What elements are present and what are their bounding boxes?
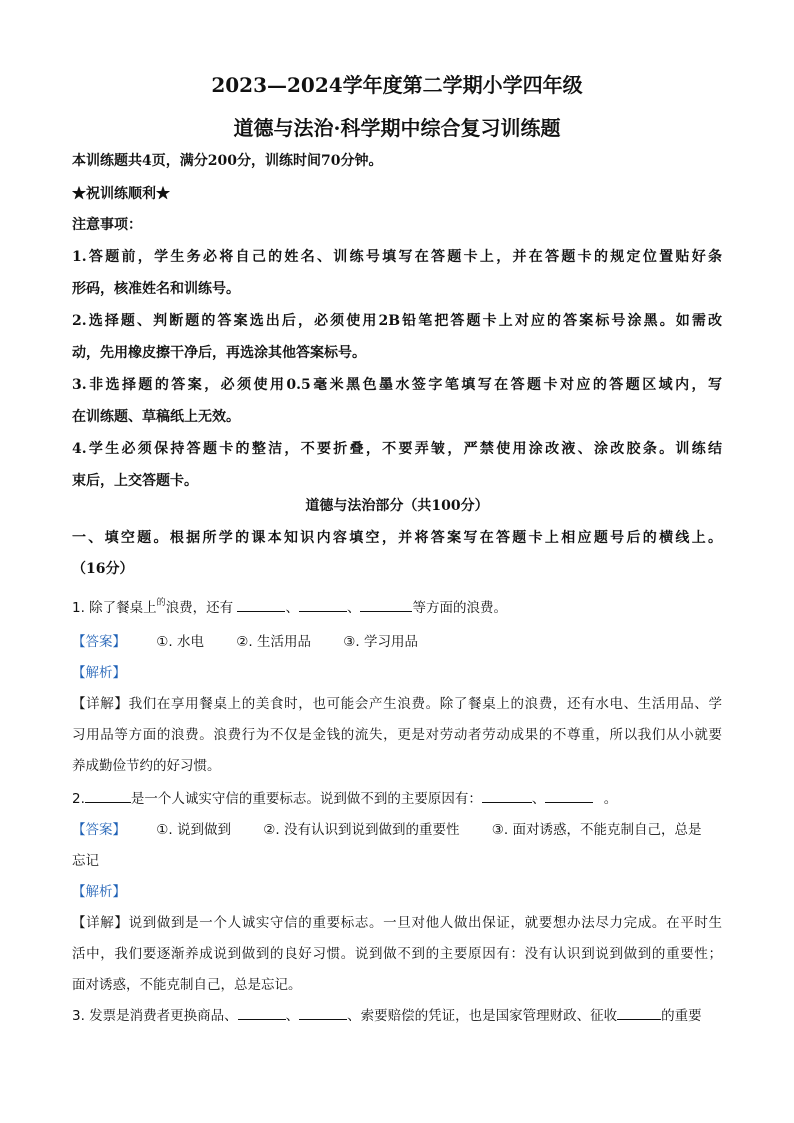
document-title-line1: 2023—2024学年度第二学期小学四年级 — [211, 73, 583, 97]
question-1-suffix: 等方面的浪费。 — [412, 600, 507, 616]
document-title-line2: 道德与法治·科学期中综合复习训练题 — [233, 116, 561, 140]
question-2-mid: 是一个人诚实守信的重要标志。说到做不到的主要原因有： — [130, 791, 482, 807]
question-3-prefix: 3. 发票是消费者更换商品、 — [72, 1008, 238, 1024]
separator: 、 — [531, 791, 546, 807]
separator: 、 — [346, 600, 361, 616]
answer-1-1: ①. 水电 — [156, 634, 204, 650]
answer-2-1: ①. 说到做到 — [156, 822, 231, 838]
answer-1-2: ②. 生活用品 — [236, 634, 311, 650]
part-1-heading-a: 一、填空题。根据所学的课本知识内容填空，并将答案写在答题卡上相应题号后的横线上。 — [72, 530, 722, 546]
section-title: 道德与法治部分（共100分） — [305, 498, 489, 514]
detail-2-line-2: 活中，我们要逐渐养成说到做到的良好习惯。说到做不到的主要原因有：没有认识到说到做到的重要性； — [72, 946, 722, 962]
exam-info: 本训练题共4页，满分200分，训练时间70分钟。 — [72, 153, 383, 169]
answer-2-continuation: 忘记 — [72, 853, 99, 869]
blank-2-2 — [482, 790, 532, 803]
question-2-prefix: 2. — [72, 791, 85, 807]
answer-row-2 — [72, 818, 701, 838]
answer-2-2: ②. 没有认识到说到做到的重要性 — [263, 822, 460, 838]
note-4-line-b: 束后，上交答题卡。 — [72, 473, 198, 489]
note-2-line-a: 2.选择题、判断题的答案选出后，必须使用2B铅笔把答题卡上对应的答案标号涂黑。如需改 — [72, 313, 722, 329]
blank-1-1 — [237, 599, 285, 612]
answer-2-3: ③. 面对诱惑，不能克制自己，总是 — [491, 822, 702, 838]
detail-2-line-1 — [72, 911, 722, 931]
question-1-sup: 的 — [156, 598, 166, 608]
note-2-line-b: 动，先用橡皮擦干净后，再选涂其他答案标号。 — [72, 345, 366, 361]
analysis-label-2 — [72, 880, 126, 900]
question-1 — [72, 596, 507, 616]
note-1-line-b: 形码，核准姓名和训练号。 — [72, 281, 240, 297]
question-1-mid: 浪费，还有 — [165, 600, 234, 616]
note-3-line-b: 在训练题、草稿纸上无效。 — [72, 409, 240, 425]
answer-row-1 — [72, 630, 418, 650]
detail-2-line-3: 面对诱惑，不能克制自己，总是忘记。 — [72, 977, 302, 993]
blank-2-3 — [545, 790, 593, 803]
detail-1-line-3: 养成勤俭节约的好习惯。 — [72, 758, 221, 774]
answer-1-3: ③. 学习用品 — [343, 634, 418, 650]
question-3 — [72, 1004, 702, 1024]
question-3-mid: 、索要赔偿的凭证，也是国家管理财政、征收 — [347, 1008, 618, 1024]
blank-3-2 — [299, 1007, 347, 1020]
blank-1-3 — [360, 599, 412, 612]
detail-text: 说到做到是一个人诚实守信的重要标志。一旦对他人做出保证，就要想办法尽力完成。在平时生 — [128, 915, 722, 931]
answer-label: 【答案】 — [72, 634, 126, 650]
part-1-heading-b: （16分） — [72, 561, 134, 577]
question-2 — [72, 787, 617, 807]
answer-label: 【答案】 — [72, 822, 126, 838]
note-4-line-a: 4.学生必须保持答题卡的整洁，不要折叠，不要弄皱，严禁使用涂改液、涂改胶条。训练结 — [72, 441, 722, 457]
detail-label: 【详解】 — [72, 696, 129, 712]
detail-text: 我们在享用餐桌上的美食时，也可能会产生浪费。除了餐桌上的浪费，还有水电、生活用品、学 — [128, 696, 722, 712]
note-3-line-a: 3.非选择题的答案，必须使用0.5毫米黑色墨水签字笔填写在答题卡对应的答题区域内，写 — [72, 377, 722, 393]
blank-3-1 — [238, 1007, 286, 1020]
analysis-label: 【解析】 — [72, 665, 126, 681]
separator: 、 — [285, 1008, 300, 1024]
question-1-prefix: 1. 除了餐桌上 — [72, 600, 157, 616]
question-2-suffix: 。 — [603, 791, 618, 807]
blank-2-1 — [85, 790, 131, 803]
blank-3-3 — [617, 1007, 661, 1020]
detail-label: 【详解】 — [72, 915, 129, 931]
notes-title: 注意事项： — [72, 217, 142, 233]
good-luck-line: ★祝训练顺利★ — [72, 186, 170, 202]
separator: 、 — [285, 600, 299, 616]
blank-1-2 — [299, 599, 347, 612]
note-1-line-a: 1.答题前，学生务必将自己的姓名、训练号填写在答题卡上，并在答题卡的规定位置贴好条 — [72, 249, 722, 265]
detail-1-line-1 — [72, 692, 722, 712]
analysis-label-1 — [72, 661, 126, 681]
analysis-label: 【解析】 — [72, 884, 126, 900]
detail-1-line-2: 习用品等方面的浪费。浪费行为不仅是金钱的流失，更是对劳动者劳动成果的不尊重，所以我们从小就要 — [72, 727, 722, 743]
question-3-suffix: 的重要 — [661, 1008, 702, 1024]
